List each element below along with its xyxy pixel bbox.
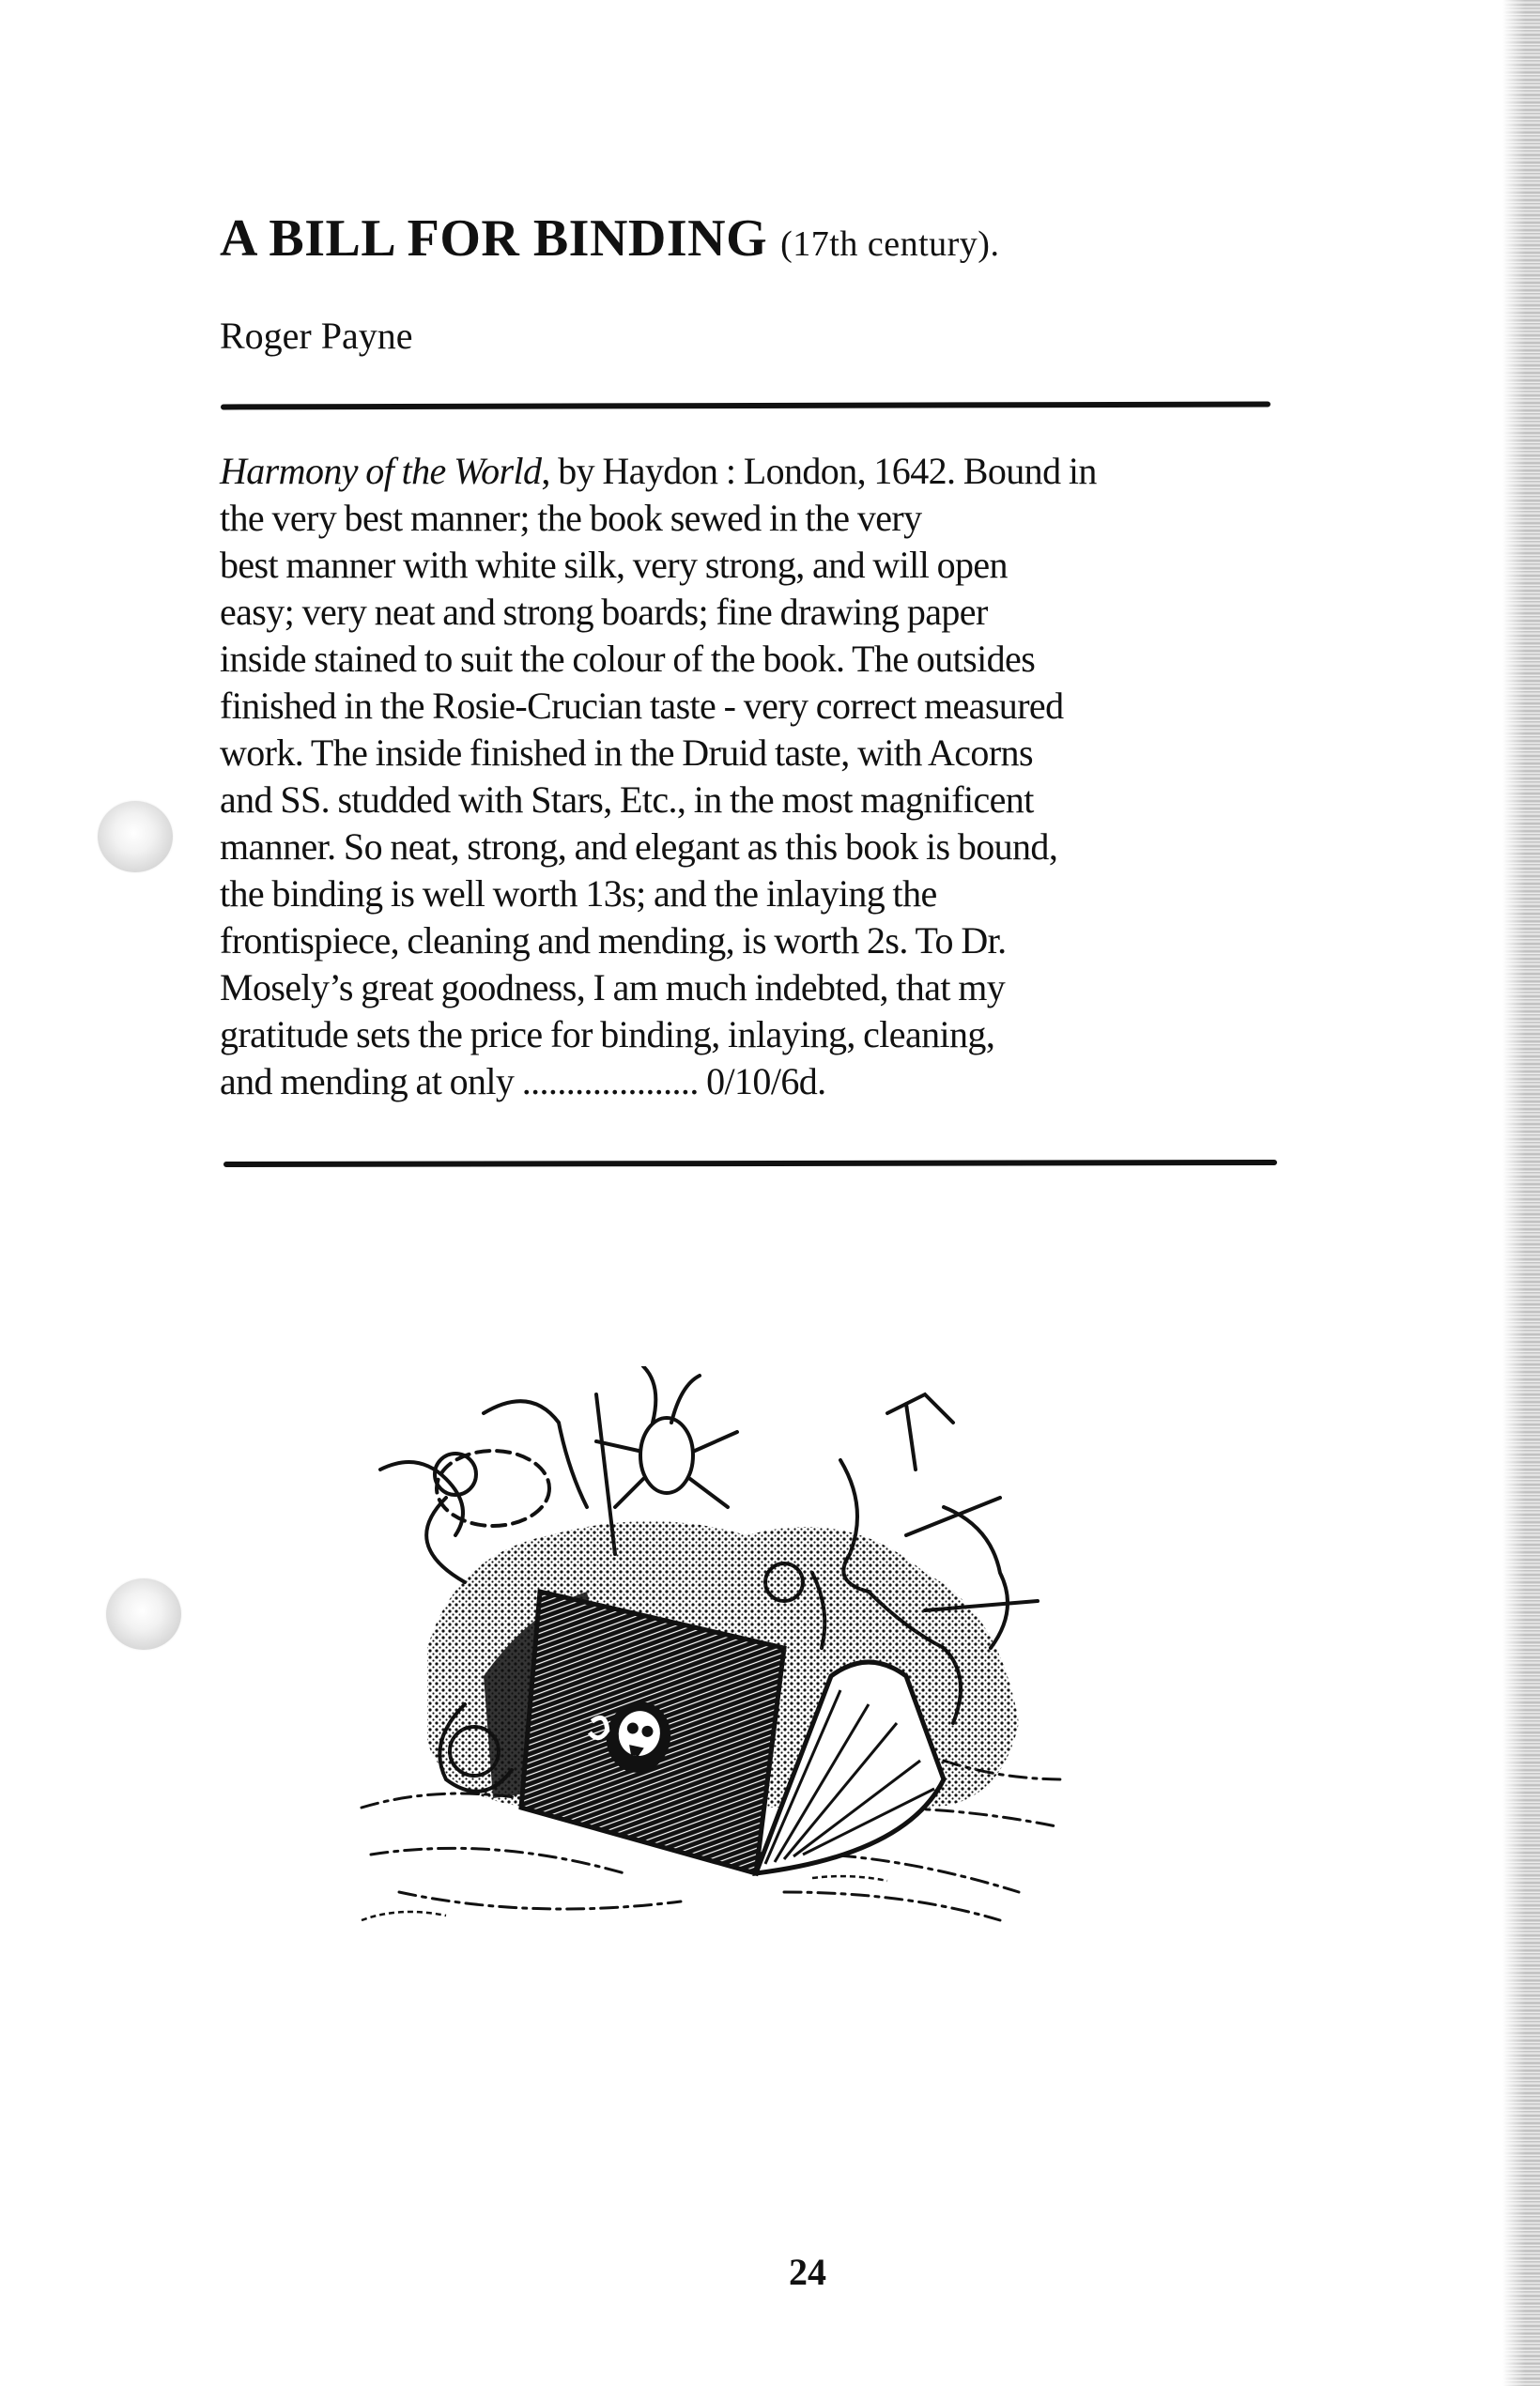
- book-title: Harmony of the World: [220, 450, 542, 492]
- title-text: A BILL FOR BINDING: [220, 209, 768, 268]
- body-line: Harmony of the World, by Haydon : London, 1642. Bound in: [220, 450, 1097, 492]
- page-title: [220, 208, 999, 269]
- body-line: best manner with white silk, very strong, and will open: [220, 544, 1008, 586]
- body-line: frontispiece, cleaning and mending, is worth 2s. To Dr.: [220, 919, 1007, 962]
- author-name: Roger Payne: [220, 315, 413, 357]
- body-line: manner. So neat, strong, and elegant as this book is bound,: [220, 825, 1058, 868]
- bill-text: [220, 448, 1309, 1105]
- punch-hole-bottom: [106, 1578, 181, 1650]
- body-line: inside stained to suit the colour of the book. The outsides: [220, 638, 1036, 680]
- body-line-total: and mending at only .................... 0/10/6d.: [220, 1060, 826, 1102]
- page-number: 24: [789, 2251, 826, 2293]
- body-line: finished in the Rosie-Crucian taste - very correct measured: [220, 685, 1064, 727]
- title-century: (17th century).: [780, 224, 1000, 264]
- bottom-divider: [223, 1160, 1277, 1167]
- body-line: Mosely’s great goodness, I am much indebted, that my: [220, 966, 1006, 1008]
- top-divider: [221, 402, 1270, 410]
- body-line: gratitude sets the price for binding, inlaying, cleaning,: [220, 1013, 995, 1055]
- body-line: and SS. studded with Stars, Etc., in the most magnificent: [220, 778, 1034, 821]
- body-line: work. The inside finished in the Druid taste, with Acorns: [220, 731, 1033, 774]
- punch-hole-top: [98, 801, 173, 872]
- body-line: the binding is well worth 13s; and the inlaying the: [220, 872, 937, 915]
- book-goblins-engraving-icon: [343, 1366, 1075, 1930]
- body-line: the very best manner; the book sewed in the very: [220, 497, 922, 539]
- scanned-page-edge: [1502, 0, 1540, 2386]
- body-line: easy; very neat and strong boards; fine drawing paper: [220, 591, 988, 633]
